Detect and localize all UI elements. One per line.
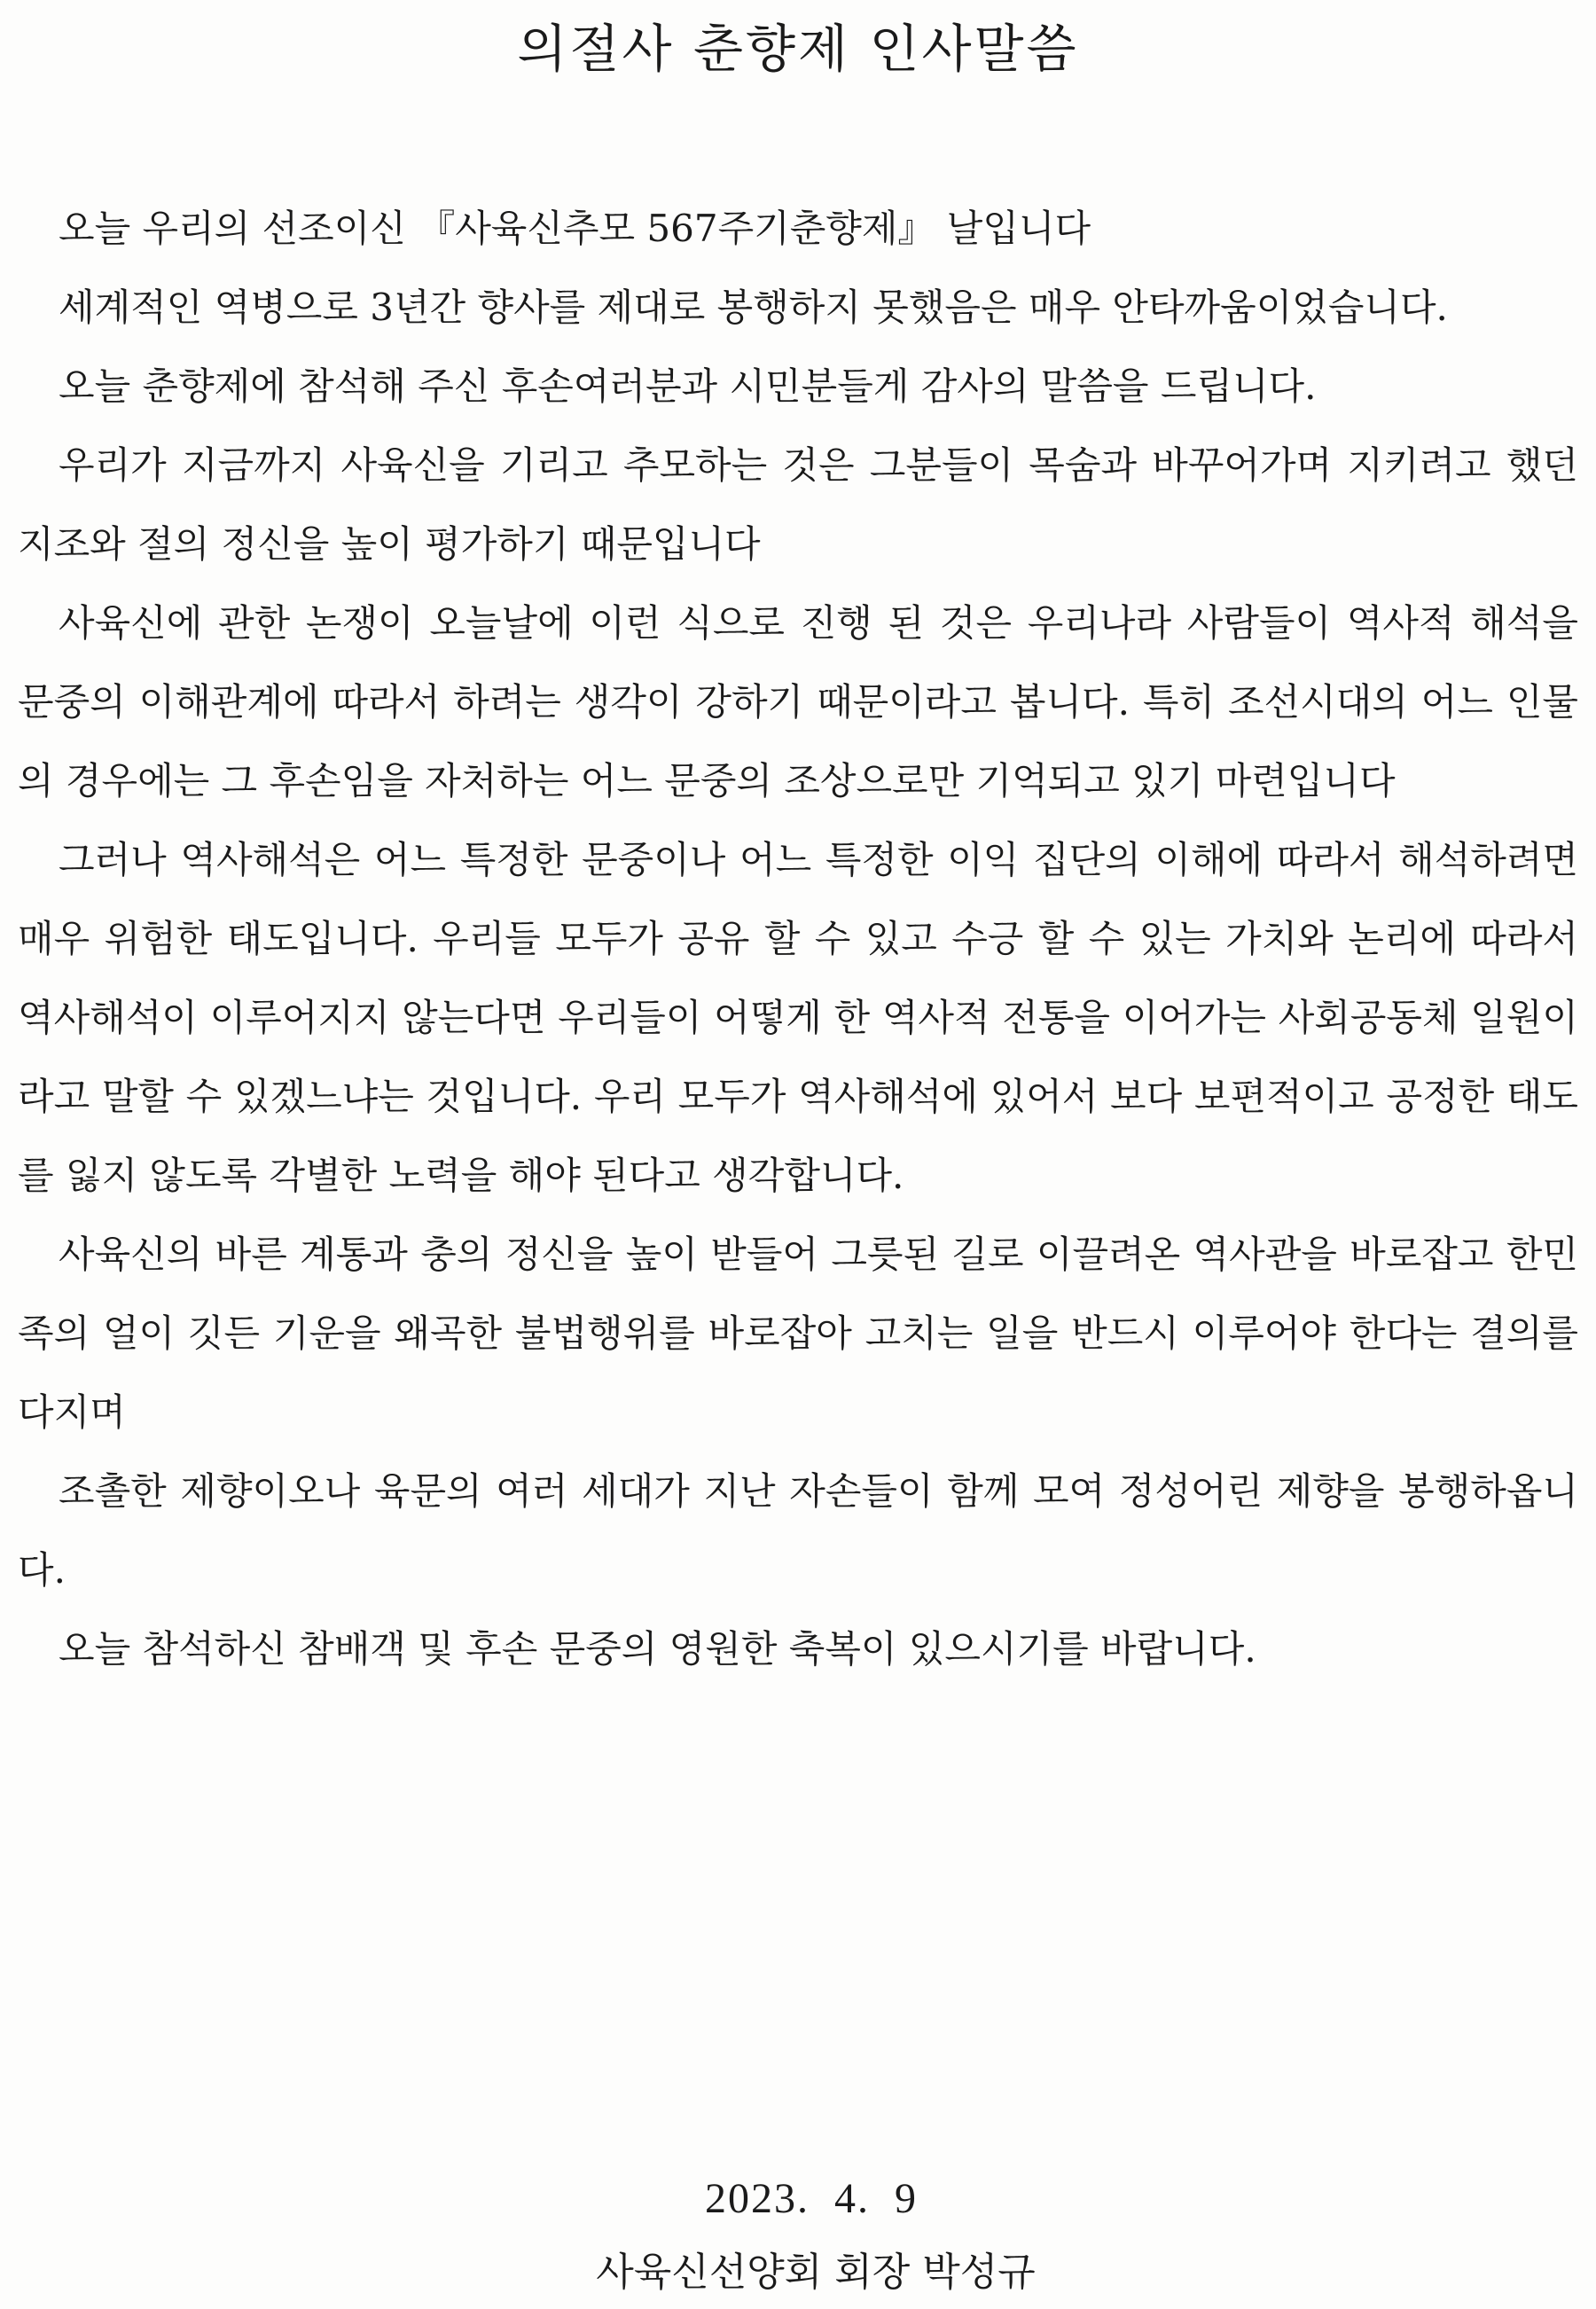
document-title: 의절사 춘향제 인사말씀: [517, 19, 1079, 79]
paragraph-4: 우리가 지금까지 사육신을 기리고 추모하는 것은 그분들이 목숨과 바꾸어가며 지키려고 했던 지조와 절의 정신을 높이 평가하기 때문입니다: [18, 443, 1578, 566]
paragraph-3: 오늘 춘향제에 참석해 주신 후손여러분과 시민분들게 감사의 말씀을 드립니다.: [59, 364, 1317, 408]
signature: 사육신선양회 회장 박성규: [596, 2250, 1036, 2295]
signature-row: [0, 2242, 1596, 2304]
document-body: [18, 189, 1578, 1688]
paragraph-7: 사육신의 바른 계통과 충의 정신을 높이 받들어 그릇된 길로 이끌려온 역사관을 바로잡고 한민족의 얼이 깃든 기운을 왜곡한 불법행위를 바로잡아 고치는 일을 반드시 이루어야 한다는 결의를 다지며: [18, 1233, 1578, 1434]
paragraph-1: 오늘 우리의 선조이신 『사육신추모 567주기춘향제』 날입니다: [59, 207, 1091, 250]
paragraph-9: 오늘 참석하신 참배객 및 후손 문중의 영원한 축복이 있으시기를 바랍니다.: [59, 1627, 1256, 1671]
document-date: 2023. 4. 9: [705, 2175, 918, 2222]
paragraph-6: 그러나 역사해석은 어느 특정한 문중이나 어느 특정한 이익 집단의 이해에 따라서 해석하려면 매우 위험한 태도입니다. 우리들 모두가 공유 할 수 있고 수긍 할 수 있는 가치와 논리에 따라서 역사해석이 이루어지지 않는다면 우리들이 어떻게 한 역사적 전통을 이어가는 사회공동체 일원이라고 말할 수 있겠느냐는 것입니다. 우리 모두가 역사해석에 있어서 보다 보편적이고 공정한 태도를 잃지 않도록 각별한 노력을 해야 된다고 생각합니다.: [18, 838, 1578, 1197]
document-date-row: [0, 2168, 1596, 2230]
paragraph-2: 세계적인 역병으로 3년간 향사를 제대로 봉행하지 못했음은 매우 안타까움이었습니다.: [59, 286, 1448, 329]
paragraph-5: 사육신에 관한 논쟁이 오늘날에 이런 식으로 진행 된 것은 우리나라 사람들이 역사적 해석을 문중의 이해관계에 따라서 하려는 생각이 강하기 때문이라고 봅니다. 특히 조선시대의 어느 인물의 경우에는 그 후손임을 자처하는 어느 문중의 조상으로만 기억되고 있기 마련입니다: [18, 601, 1578, 802]
paragraph-8: 조촐한 제향이오나 육문의 여러 세대가 지난 자손들이 함께 모여 정성어린 제향을 봉행하옵니다.: [18, 1469, 1578, 1592]
